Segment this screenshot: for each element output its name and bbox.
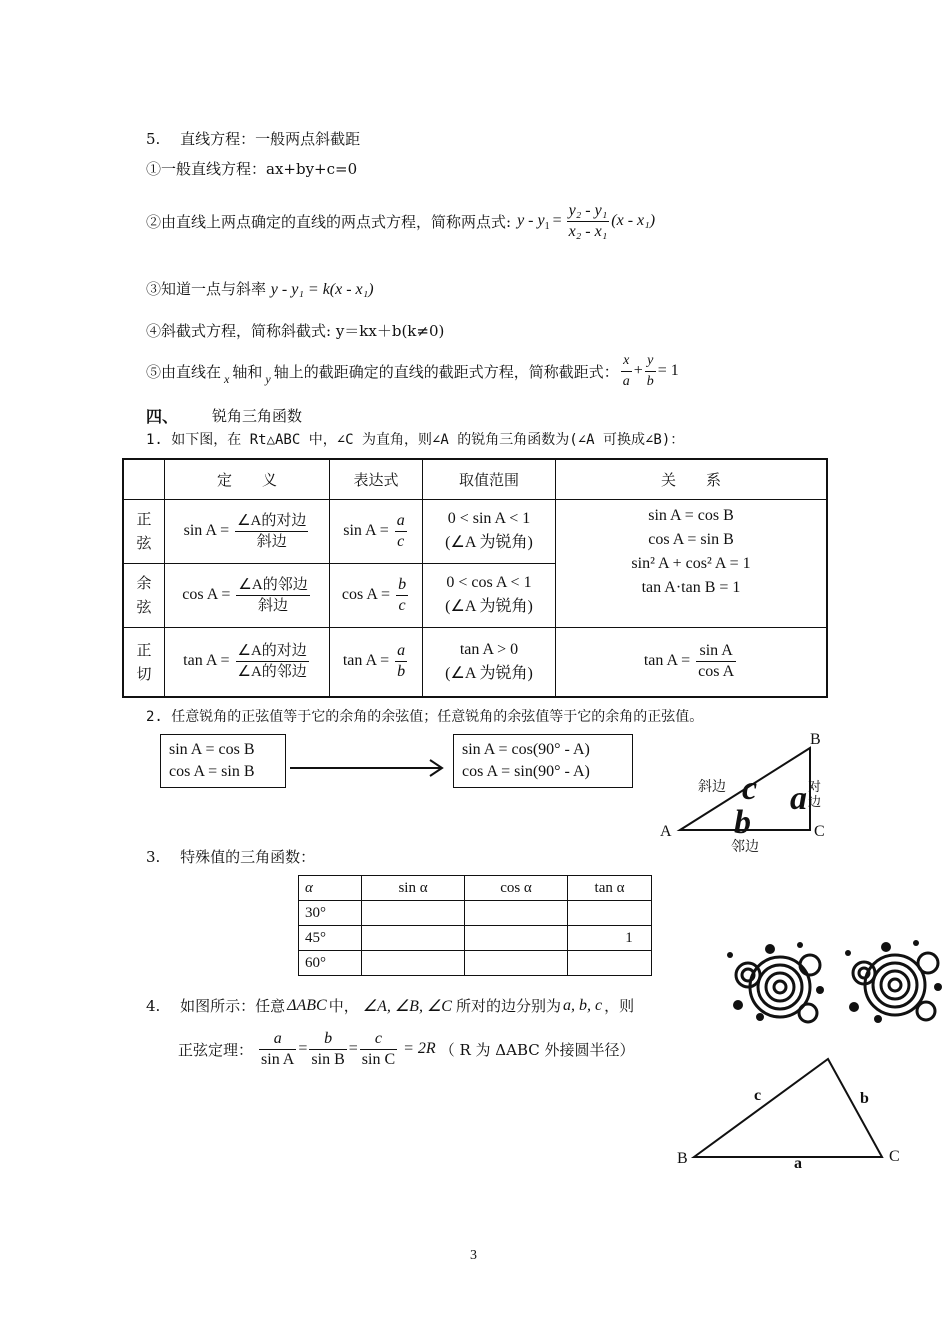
law-of-sines-label: 正弦定理： [178, 1040, 254, 1059]
section-4-title: 锐角三角函数 [212, 407, 303, 425]
vertex-b: B [810, 731, 821, 748]
law-rhs: = 2R [403, 1040, 436, 1057]
relation-2: cos A = sin B [648, 530, 734, 548]
complement-right-1: sin A = cos(90° - A) [462, 741, 590, 758]
def-cosine [165, 563, 330, 627]
section-4-number: 四、 [146, 407, 179, 426]
law-den-b: sin B [311, 1050, 345, 1068]
range-sine-value: 0 < sin A < 1 [447, 510, 531, 527]
expr-sine-lhs: sin A = [343, 521, 389, 539]
special-45-tan: 1 [568, 926, 652, 951]
two-point-label: ②由直线上两点确定的直线的两点式方程，简称两点式: [146, 212, 512, 231]
triangle2-side-c: c [754, 1087, 762, 1104]
two-point-form-line: ②由直线上两点确定的直线的两点式方程，简称两点式: y - y 1 = $\frac{\text{y₂ - y₁}}{\text{x₂ - x₁}}$ (x - x₁) [146, 201, 656, 240]
vertex-c: C [814, 823, 825, 840]
def-sine-den: 斜边 [256, 533, 287, 550]
special-row-30 [299, 901, 652, 926]
expr-cosine [330, 563, 423, 627]
item-4-sides: a, b, c [562, 996, 603, 1014]
def-cosine-num: ∠A的邻边 [236, 575, 309, 596]
section-5-title: 5. 直线方程：一般两点斜截距 [146, 130, 361, 148]
header-relations: 关 系 [556, 459, 828, 499]
two-point-denominator: x₂ - x₁ [568, 222, 608, 240]
range-tangent-note: (∠A 为锐角) [445, 664, 533, 682]
triangle2-side-b: b [860, 1090, 869, 1107]
general-line-equation: ①一般直线方程：ax+by+c=0 [146, 160, 358, 178]
triangle-abc-figure [690, 1055, 890, 1165]
relations-cell [556, 499, 828, 627]
header-range: 取值范围 [423, 459, 556, 499]
def-sine [165, 499, 330, 563]
special-header-cos: cos α [465, 876, 568, 901]
floral-ornament-left [720, 935, 828, 1031]
complement-left-1: sin A = cos B [169, 741, 255, 758]
tan-relation-den: cos A [698, 663, 735, 681]
def-sine-num: ∠A的对边 [235, 511, 308, 532]
tan-relation-num: sin A [696, 641, 736, 662]
intercept-x-fraction [621, 351, 632, 392]
expr-sine-num: a [395, 511, 407, 532]
trig-row-sine [123, 499, 827, 563]
point-slope-label: ③知道一点与斜率 [146, 280, 267, 298]
section-4-intro: 1. 如下图，在 Rt△ABC 中，∠C 为直角，则∠A 的锐角三角函数为(∠A 可换成∠B)： [146, 432, 685, 448]
def-sine-lhs: sin A = [183, 521, 230, 539]
item-4-triangle: ΔABC [287, 996, 327, 1014]
range-tangent [423, 627, 556, 697]
intercept-label-c: 轴上的截距确定的直线的截距式方程，简称截距式： [273, 362, 619, 381]
relation-4: tan A·tan B = 1 [641, 578, 741, 596]
intercept-y-num: y [645, 351, 656, 372]
special-45-sin [362, 926, 465, 951]
intercept-rhs: = 1 [657, 362, 679, 379]
intercept-x-den: a [622, 373, 630, 389]
triangle2-vertex-b: B [677, 1150, 688, 1167]
def-cosine-den: 斜边 [258, 597, 289, 614]
point-slope-line [146, 278, 374, 299]
expr-cosine-num: b [396, 575, 408, 596]
slope-intercept-line: ④斜截式方程，简称斜截式: y＝kx＋b(k≠0) [146, 322, 445, 340]
expr-sine [330, 499, 423, 563]
range-cosine [423, 563, 556, 627]
range-cosine-note: (∠A 为锐角) [445, 598, 533, 615]
hypotenuse-label: 斜边 [698, 779, 726, 795]
special-angle-60: 60° [299, 951, 362, 976]
range-sine [423, 499, 556, 563]
arrow-icon [288, 756, 446, 780]
page-number: 3 [470, 1248, 477, 1263]
header-definition: 定 义 [165, 459, 330, 499]
special-header-sin: sin α [362, 876, 465, 901]
special-header-alpha: α [299, 876, 362, 901]
special-60-tan [568, 951, 652, 976]
range-tangent-value: tan A > 0 [459, 640, 519, 658]
intercept-x-axis: x [224, 371, 230, 386]
item-2-text: 2. 任意锐角的正弦值等于它的余角的余弦值；任意锐角的余弦值等于它的余角的正弦值。 [146, 709, 704, 725]
item-4-text [146, 995, 634, 1016]
two-point-numerator: y₂ - y₁ [567, 201, 610, 222]
side-b-label: b [734, 804, 751, 841]
triangle2-vertex-c: C [889, 1148, 900, 1165]
special-45-cos [465, 926, 568, 951]
triangle2-side-a: a [794, 1155, 802, 1172]
expr-tangent-lhs: tan A = [342, 652, 390, 670]
row-name-tangent: 正 切 [123, 627, 165, 697]
law-of-sines-line: 正弦定理： $\frac{a}{\text{sin A}}$ = $\frac{b}{\text{sin B}}$ = $\frac{c}{\text{sin C}}$ = 2R （ R 为 ΔABC 外接圆半径） [178, 1029, 635, 1068]
two-point-rhs: (x - x₁) [611, 212, 656, 229]
trig-table-header-row [123, 459, 827, 499]
item-4-part-a: 4. 如图所示：任意 [146, 997, 286, 1015]
intercept-form-line: ⑤由直线在 x 轴和 y 轴上的截距确定的直线的截距式方程，简称截距式： $\frac{x}{a}$ + $\frac{y}{b}$ = 1 [146, 348, 679, 394]
special-60-cos [465, 951, 568, 976]
special-30-tan [568, 901, 652, 926]
special-30-cos [465, 901, 568, 926]
complement-right-2: cos A = sin(90° - A) [462, 763, 590, 780]
expr-tangent [330, 627, 423, 697]
tan-relation-cell [556, 627, 828, 697]
law-note: （ R 为 ΔABC 外接圆半径） [439, 1040, 635, 1059]
tan-relation-lhs: tan A = [643, 652, 691, 670]
complement-box-left [160, 734, 286, 788]
complement-left-2: cos A = sin B [169, 763, 255, 780]
expr-sine-den: c [397, 532, 405, 550]
item-3-title: 3. 特殊值的三角函数： [146, 848, 316, 866]
trig-row-tangent [123, 627, 827, 697]
special-30-sin [362, 901, 465, 926]
row-name-sine: 正 弦 [123, 499, 165, 563]
intercept-x-num: x [621, 351, 632, 372]
relation-1: sin A = cos B [648, 506, 734, 524]
adjacent-label: 邻边 [731, 839, 759, 855]
range-cosine-value: 0 < cos A < 1 [446, 574, 532, 591]
intercept-label-b: 轴和 [232, 362, 263, 381]
item-4-part-e: 所对的边分别为 [455, 997, 561, 1015]
special-60-sin [362, 951, 465, 976]
side-a-label: a [790, 780, 807, 817]
intercept-y-fraction [645, 351, 656, 392]
law-den-c: sin C [361, 1050, 396, 1068]
special-row-60 [299, 951, 652, 976]
row-name-cosine: 余 弦 [123, 563, 165, 627]
item-4-angles: ∠A, ∠B, ∠C [362, 997, 452, 1015]
vertex-a: A [660, 823, 672, 840]
two-point-lhs: y - y [517, 212, 545, 229]
opposite-label: 对边 [808, 780, 822, 810]
intercept-y-axis: y [265, 371, 271, 386]
law-num-a: a [259, 1029, 296, 1050]
expr-tangent-den: b [397, 663, 406, 681]
trig-function-table [122, 458, 828, 698]
range-sine-note: (∠A 为锐角) [445, 534, 533, 551]
intercept-label-a: ⑤由直线在 [146, 362, 222, 381]
law-den-a: sin A [261, 1050, 295, 1068]
special-values-table [298, 875, 652, 976]
def-tangent-den: ∠A的邻边 [237, 664, 307, 681]
def-cosine-lhs: cos A = [182, 585, 231, 603]
def-tangent-num: ∠A的对边 [236, 641, 309, 662]
def-tangent [165, 627, 330, 697]
special-angle-30: 30° [299, 901, 362, 926]
law-num-b: b [309, 1029, 346, 1050]
floral-ornament-right [840, 935, 948, 1031]
special-header-tan: tan α [568, 876, 652, 901]
expr-cosine-lhs: cos A = [341, 585, 391, 603]
expr-tangent-num: a [395, 641, 407, 662]
item-4-part-c: 中， [328, 997, 359, 1015]
special-row-45 [299, 926, 652, 951]
point-slope-formula: y - y₁ = k(x - x₁) [270, 281, 374, 298]
item-4-part-g: ，则 [604, 997, 635, 1015]
law-num-c: c [360, 1029, 397, 1050]
special-header-row [299, 876, 652, 901]
two-point-fraction [567, 201, 610, 242]
side-c-label: c [742, 770, 758, 807]
expr-cosine-den: c [398, 596, 406, 614]
special-angle-45: 45° [299, 926, 362, 951]
complement-box-right [453, 734, 633, 788]
intercept-y-den: b [646, 373, 654, 389]
def-tangent-lhs: tan A = [183, 652, 230, 670]
header-expression: 表达式 [330, 459, 423, 499]
relation-3: sin² A + cos² A = 1 [631, 554, 751, 572]
